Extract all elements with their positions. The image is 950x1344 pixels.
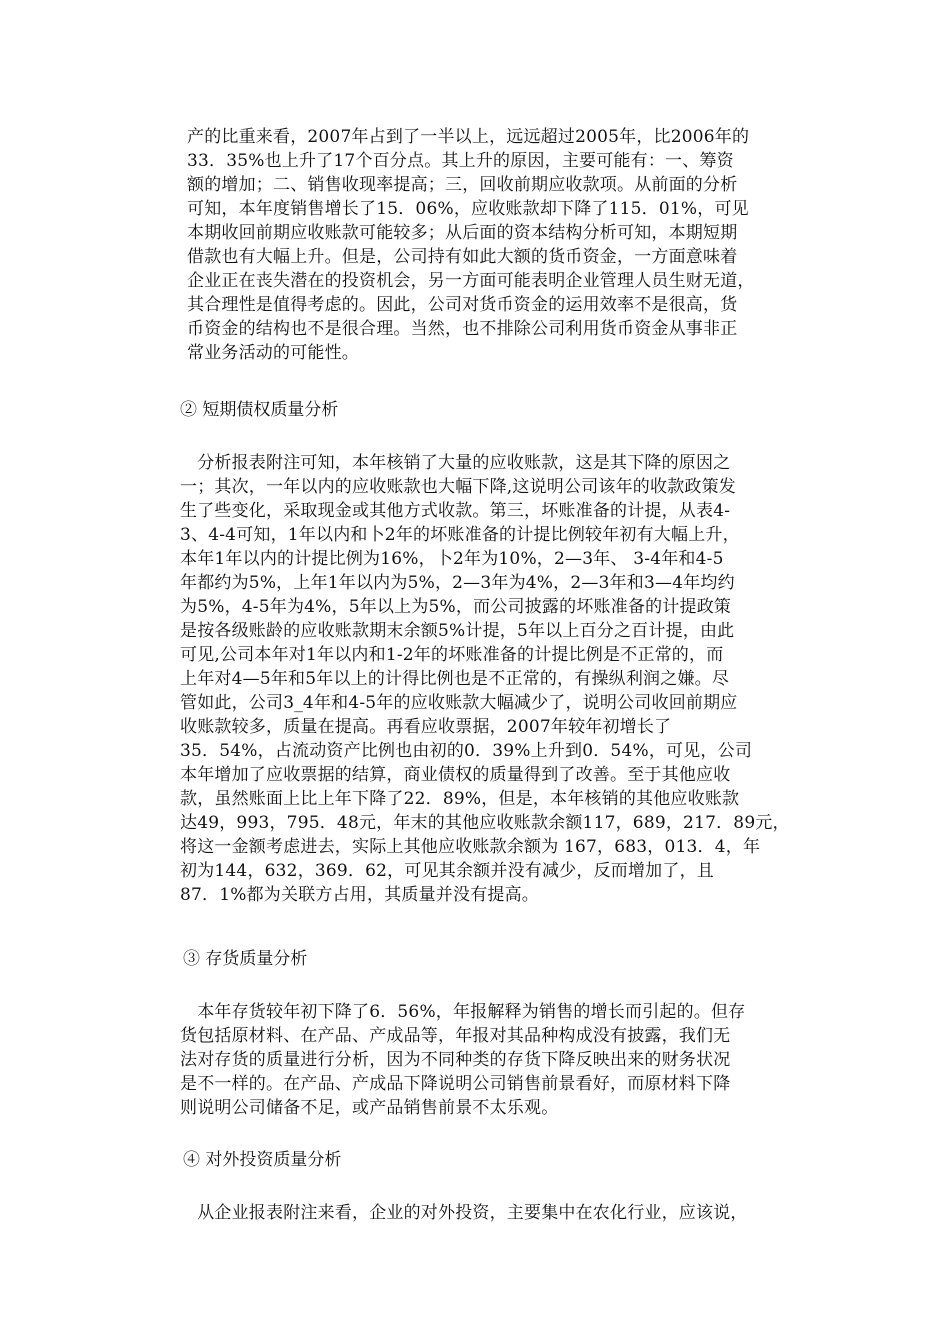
text-line: 35．54%，占流动资产比例也由初的0．39%上升到0．54%，可见，公司 [180, 741, 753, 761]
section-heading-short-term-receivables: ② 短期债权质量分析 [180, 400, 339, 420]
text-line: 生了些变化，采取现金或其他方式收款。第三，坏账准备的计提，从表4- [180, 501, 731, 521]
text-line: 币资金的结构也不是很合理。当然，也不排除公司利用货币资金从事非正 [187, 319, 738, 339]
paragraph-investment-analysis [180, 1201, 748, 1225]
text-line: 初为144，632，369．62，可见其余额并没有减少，反而增加了，且 [180, 861, 714, 881]
text-line: 年都约为5%，上年1年以内为5%，2—3年为4%，2—3年和3—4年均约 [180, 573, 735, 593]
text-line: 产的比重来看，2007年占到了一半以上，远远超过2005年，比2006年的 [187, 127, 750, 147]
section-heading-external-investment: ④ 对外投资质量分析 [183, 1150, 342, 1170]
paragraph-cash-quality [187, 125, 755, 365]
text-line: 本年1年以内的计提比例为16%，卜2年为10%，2—3年、 3-4年和4-5 [180, 549, 724, 569]
text-line: 为5%，4-5年为4%，5年以上为5%，而公司披露的坏账准备的计提政策 [180, 597, 732, 617]
section-heading-inventory: ③ 存货质量分析 [183, 949, 308, 969]
text-line: 上年对4—5年和5年以上的计得比例也是不正常的，有操纵利润之嫌。尽 [180, 669, 730, 689]
text-line: 本年增加了应收票据的结算，商业债权的质量得到了改善。至于其他应收 [180, 765, 731, 785]
text-line: 3、4-4可知，1年以内和卜2年的坏账准备的计提比例较年初有大幅上升， [180, 525, 740, 545]
text-line: 可见,公司本年对1年以内和1-2年的坏账准备的计提比例是不正常的，而 [180, 645, 724, 665]
paragraph-inventory-analysis [180, 1000, 745, 1120]
text-line: 本期收回前期应收账款可能较多；从后面的资本结构分析可知，本期短期 [187, 223, 738, 243]
text-line: 将这一金额考虑进去，实际上其他应收账款余额为 167，683，013．4，年 [180, 837, 761, 857]
text-line: 收账款较多，质量在提高。再看应收票据，2007年较年初增长了 [180, 717, 672, 737]
text-line: 本年存货较年初下降了6．56%，年报解释为销售的增长而引起的。但存 [180, 1002, 746, 1022]
text-line: 则说明公司储备不足，或产品销售前景不太乐观。 [180, 1098, 559, 1118]
text-line: 其合理性是值得考虑的。因此，公司对货币资金的运用效率不是很高，货 [187, 295, 738, 315]
text-line: 一；其次，一年以内的应收账款也大幅下降,这说明公司该年的收款政策发 [180, 477, 737, 497]
text-line: 33．35%也上升了17个百分点。其上升的原因，主要可能有：一、筹资 [187, 151, 734, 171]
text-line: 借款也有大幅上升。但是，公司持有如此大额的货币资金，一方面意味着 [187, 247, 738, 267]
text-line: 款，虽然账面上比上年下降了22．89%，但是，本年核销的其他应收账款 [180, 789, 740, 809]
paragraph-receivables-analysis [180, 451, 790, 907]
text-line: 是不一样的。在产品、产成品下降说明公司销售前景看好，而原材料下降 [180, 1074, 731, 1094]
text-line: 企业正在丧失潜在的投资机会，另一方面可能表明企业管理人员生财无道， [187, 271, 755, 291]
text-line: 87．1%都为关联方占用，其质量并没有提高。 [180, 885, 540, 905]
text-line: 额的增加；二、销售收现率提高；三，回收前期应收款项。从前面的分析 [187, 175, 738, 195]
text-line: 法对存货的质量进行分析，因为不同种类的存货下降反映出来的财务状况 [180, 1050, 731, 1070]
text-line: 是按各级账龄的应收账款期末余额5%计提，5年以上百分之百计提，由此 [180, 621, 735, 641]
text-line: 可知，本年度销售增长了15．06%，应收账款却下降了115．01%，可见 [187, 199, 749, 219]
text-line: 管如此，公司3_4年和4-5年的应收账款大幅减少了，说明公司收回前期应 [180, 693, 738, 713]
text-line: 从企业报表附注来看，企业的对外投资，主要集中在农化行业，应该说， [180, 1203, 748, 1223]
text-line: 分析报表附注可知，本年核销了大量的应收账款，这是其下降的原因之 [180, 453, 731, 473]
text-line: 达49，993，795．48元，年末的其他应收账款余额117，689，217．89元， [180, 813, 790, 833]
text-line: 常业务活动的可能性。 [187, 343, 359, 363]
text-line: 货包括原材料、在产品、产成品等，年报对其品种构成没有披露，我们无 [180, 1026, 731, 1046]
